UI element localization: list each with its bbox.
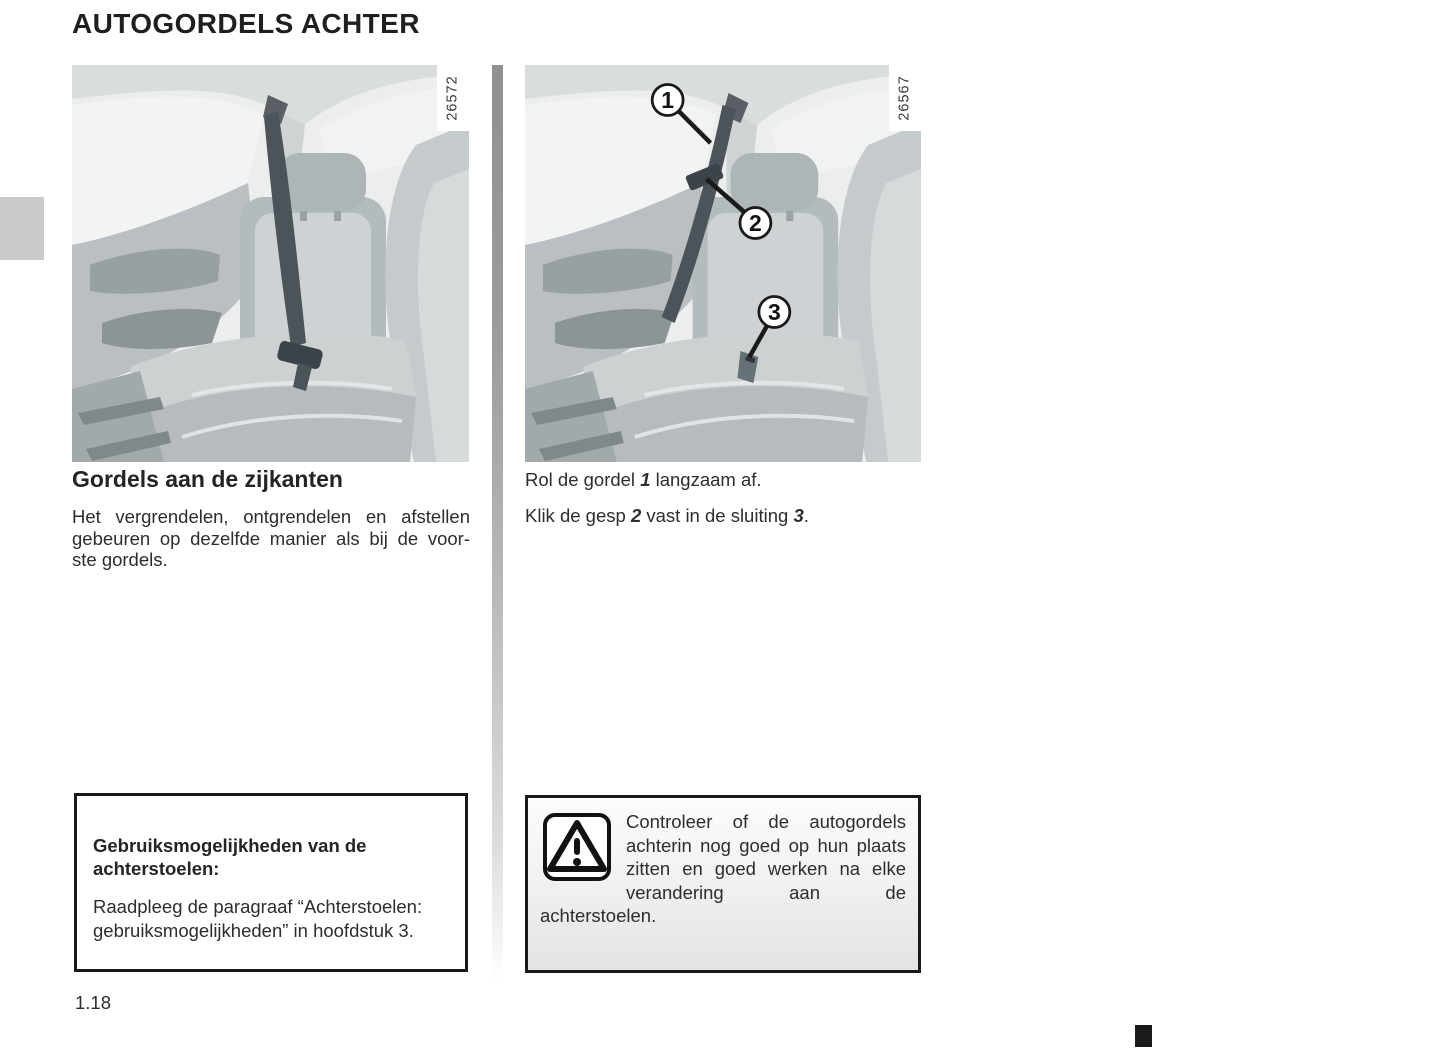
figure-code-box: [437, 65, 469, 131]
callout-3-number: 3: [767, 298, 781, 326]
instruction-step-2: [525, 505, 921, 527]
body-text-line: ste gordels.: [72, 549, 168, 570]
step-text: Klik de gesp: [525, 504, 631, 526]
warning-box: [525, 795, 921, 973]
warning-text: Controleer of de autogordels achterin nog goed op hun plaats zitten en goed werken na elke verandering aan de achterstoelen.: [540, 811, 906, 926]
rear-seat-illustration-right: [525, 65, 921, 462]
page-title: AUTOGORDELS ACHTER: [72, 8, 420, 39]
section-heading: Gordels aan de zijkanten: [72, 466, 343, 492]
callout-3: [759, 297, 790, 328]
info-box-heading: Gebruiksmogelijkheden van de achterstoelen:: [93, 835, 367, 879]
callout-1: [652, 85, 683, 116]
figure-code-label: 26572: [445, 75, 462, 121]
figure-code-label: 26567: [897, 75, 914, 121]
page-number: 1.18: [75, 992, 112, 1013]
part-reference-3: 3: [793, 504, 804, 526]
info-box-rear-seats: [74, 793, 468, 972]
rear-seat-illustration-left: [72, 65, 469, 462]
figure-code-box: [889, 65, 921, 131]
info-box-body: Raadpleeg de paragraaf “Achterstoelen: gebruiksmogelijkheden” in hoofdstuk 3.: [93, 896, 423, 941]
body-text-line: gebeuren op dezelfde manier als bij de voor-: [72, 527, 470, 549]
left-column: [72, 466, 470, 571]
step-text: Rol de gordel: [525, 469, 641, 490]
callout-1-number: 1: [661, 86, 675, 114]
warning-triangle-icon: [542, 812, 612, 882]
instruction-step-1: [525, 469, 921, 491]
part-reference-1: 1: [640, 469, 651, 490]
part-reference-2: 2: [630, 504, 642, 526]
column-divider: [492, 65, 503, 983]
right-column: [525, 469, 921, 540]
body-text-line: Het vergrendelen, ontgrendelen en afstellen: [72, 506, 470, 527]
callout-2-number: 2: [749, 209, 762, 237]
chapter-edge-tab: [0, 197, 44, 260]
figure-rear-seatbelt-buckled: [72, 65, 469, 462]
callout-2: [740, 208, 771, 239]
section-end-marker: [1135, 1025, 1152, 1047]
step-text: vast in de sluiting: [641, 504, 794, 526]
step-text: langzaam af.: [650, 469, 762, 490]
step-text: .: [803, 504, 809, 526]
figure-rear-seatbelt-callouts: [525, 65, 921, 462]
